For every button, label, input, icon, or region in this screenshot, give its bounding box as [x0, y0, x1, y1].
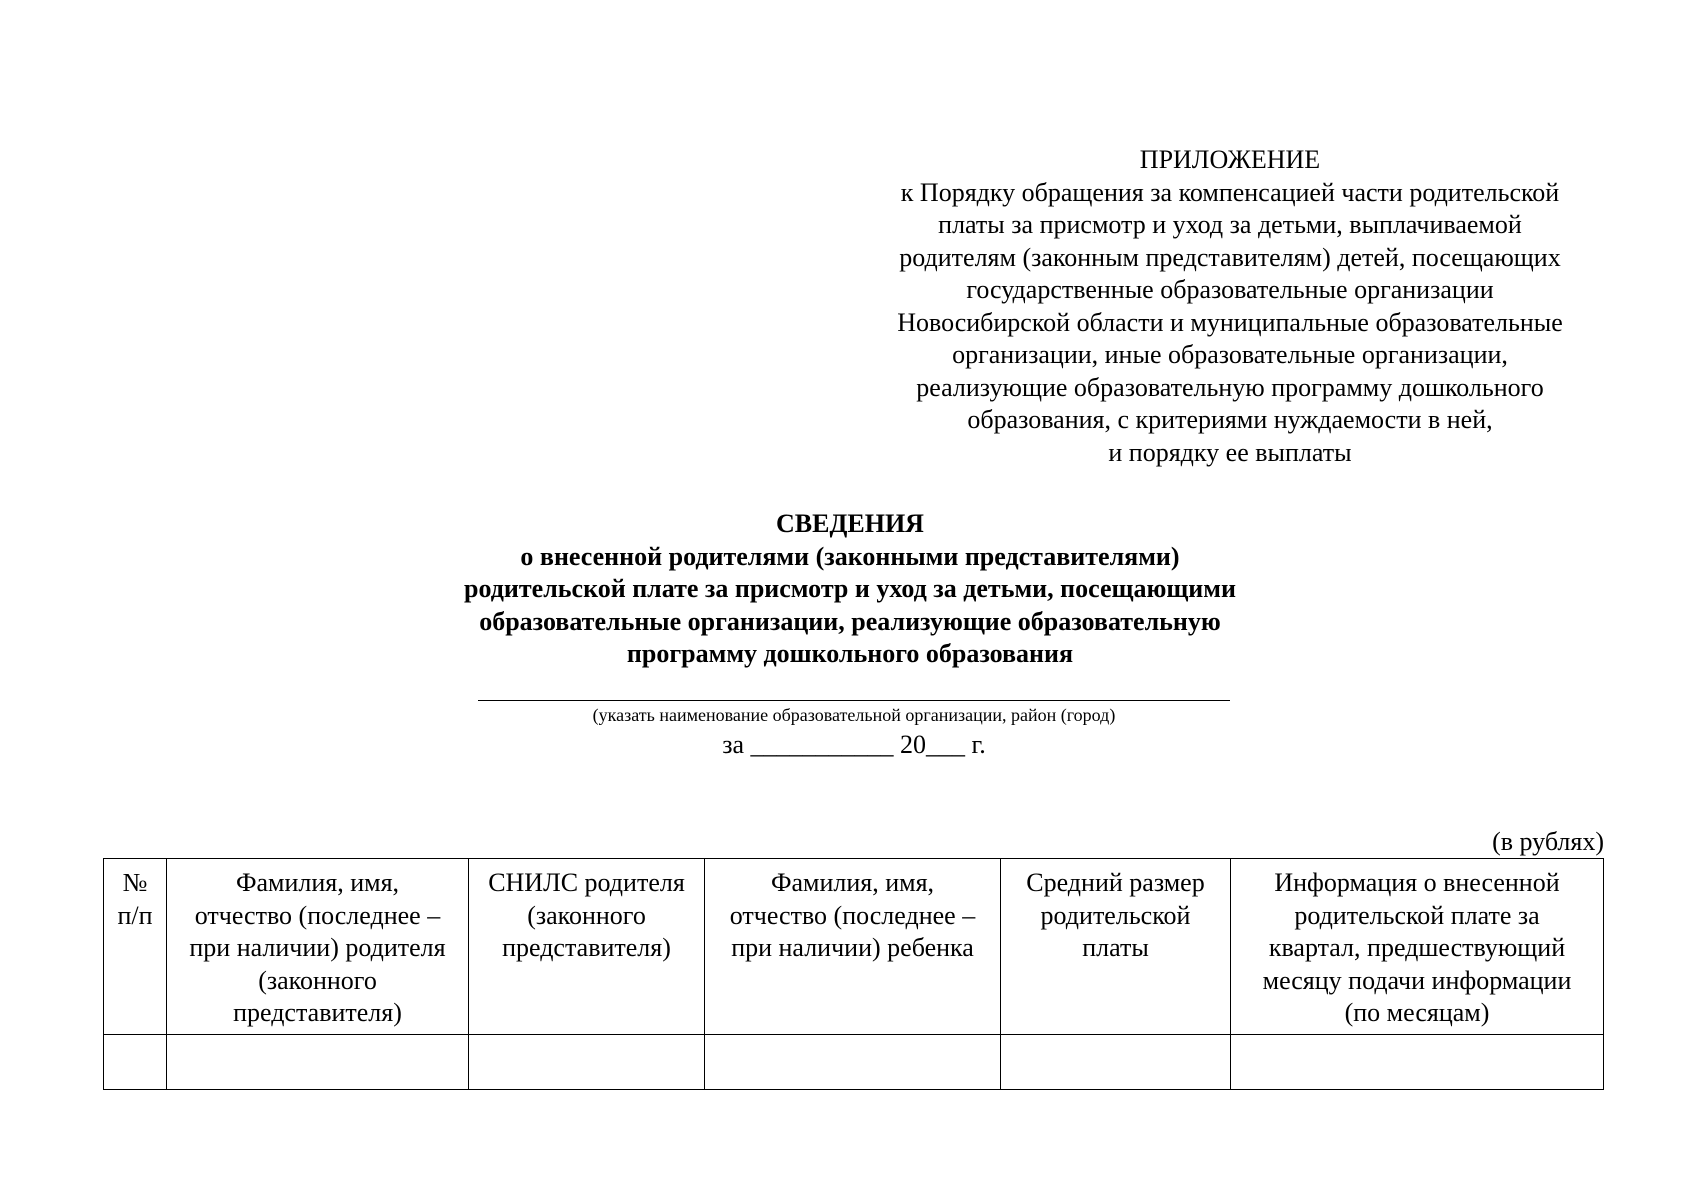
- document-title-block: [260, 508, 1440, 671]
- column-header-number: № п/п: [104, 859, 167, 1035]
- column-header-average-fee: Средний размер родительской платы: [1001, 859, 1231, 1035]
- table-cell: [1001, 1035, 1231, 1090]
- information-table: [103, 858, 1604, 1090]
- units-note: (в рублях): [1492, 827, 1604, 856]
- appendix-line: государственные образовательные организации: [966, 275, 1494, 304]
- organization-name-line: [478, 700, 1230, 701]
- appendix-line: реализующие образовательную программу дошкольного: [916, 372, 1544, 402]
- table-cell: [469, 1035, 705, 1090]
- table-cell: [167, 1035, 469, 1090]
- appendix-line: организации, иные образовательные организации,: [952, 340, 1508, 369]
- column-header-parent-name: Фамилия, имя, отчество (последнее – при наличии) родителя (законного представителя): [167, 859, 469, 1035]
- appendix-line: Новосибирской области и муниципальные образовательные: [897, 307, 1563, 337]
- appendix-line: к Порядку обращения за компенсацией части родительской: [900, 177, 1560, 207]
- appendix-title: ПРИЛОЖЕНИЕ: [1139, 145, 1321, 174]
- appendix-line: платы за присмотр и уход за детьми, выплачиваемой: [938, 210, 1522, 239]
- document-subtitle-line: образовательные организации, реализующие образовательную: [479, 606, 1221, 636]
- appendix-line: и порядку ее выплаты: [1108, 437, 1352, 467]
- table-cell: [705, 1035, 1001, 1090]
- document-subtitle-line: программу дошкольного образования: [626, 639, 1074, 668]
- table-header-row: [104, 859, 1604, 1035]
- appendix-line: родителям (законным представителям) детей, посещающих: [899, 242, 1561, 272]
- appendix-line: образования, с критериями нуждаемости в ней,: [967, 405, 1493, 434]
- table-cell: [1231, 1035, 1604, 1090]
- column-header-payment-info: Информация о внесенной родительской плате за квартал, предшествующий месяцу подачи информации (по месяцам): [1231, 859, 1604, 1035]
- table-row: [104, 1035, 1604, 1090]
- table-cell: [104, 1035, 167, 1090]
- column-header-child-name: Фамилия, имя, отчество (последнее – при наличии) ребенка: [705, 859, 1001, 1035]
- document-title: СВЕДЕНИЯ: [776, 509, 924, 538]
- document-subtitle-line: о внесенной родителями (законными представителями): [520, 541, 1180, 571]
- organization-caption: (указать наименование образовательной организации, район (город): [592, 705, 1116, 725]
- period-line: за ___________ 20___ г.: [722, 730, 986, 759]
- column-header-snils: СНИЛС родителя (законного представителя): [469, 859, 705, 1035]
- appendix-header: [840, 144, 1620, 469]
- document-subtitle-line: родительской плате за присмотр и уход за детьми, посещающими: [464, 574, 1236, 603]
